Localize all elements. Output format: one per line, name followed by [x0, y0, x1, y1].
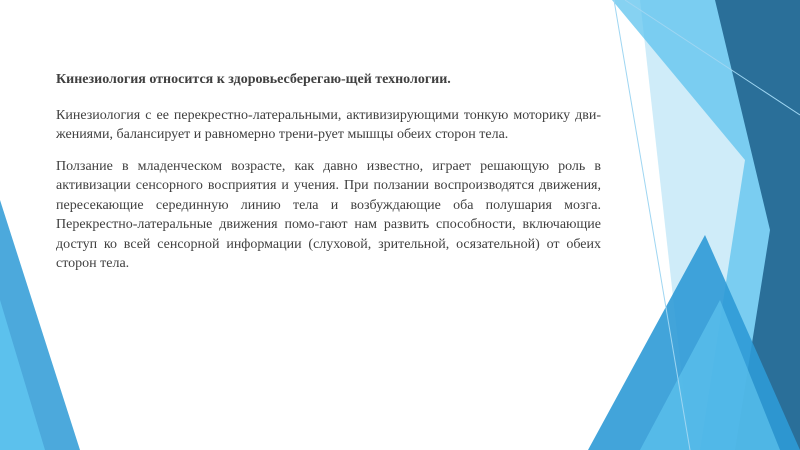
- paragraph-1: Кинезиология с ее перекрестно-латеральными, активизирующими тонкую моторику дви-жениями, балансирует и равномерно трени-рует мышцы обеих сторон тела.: [56, 107, 601, 142]
- slide-text: [56, 70, 601, 286]
- slide-heading: Кинезиология относится к здоровьесберегаю-щей технологии.: [56, 72, 451, 87]
- paragraph-2: Ползание в младенческом возрасте, как давно известно, играет решающую роль в активизации сенсорного восприятия и учения. При ползании воспроизводятся движения, пересекающие серединную линию тела и возбуждающие оба полушария мозга. Перекрестно-латеральные движения помо-гают нам развить способности, включающие доступ ко всей сенсорной информации (слуховой, зрительной, осязательной) от обеих сторон тела.: [56, 158, 601, 271]
